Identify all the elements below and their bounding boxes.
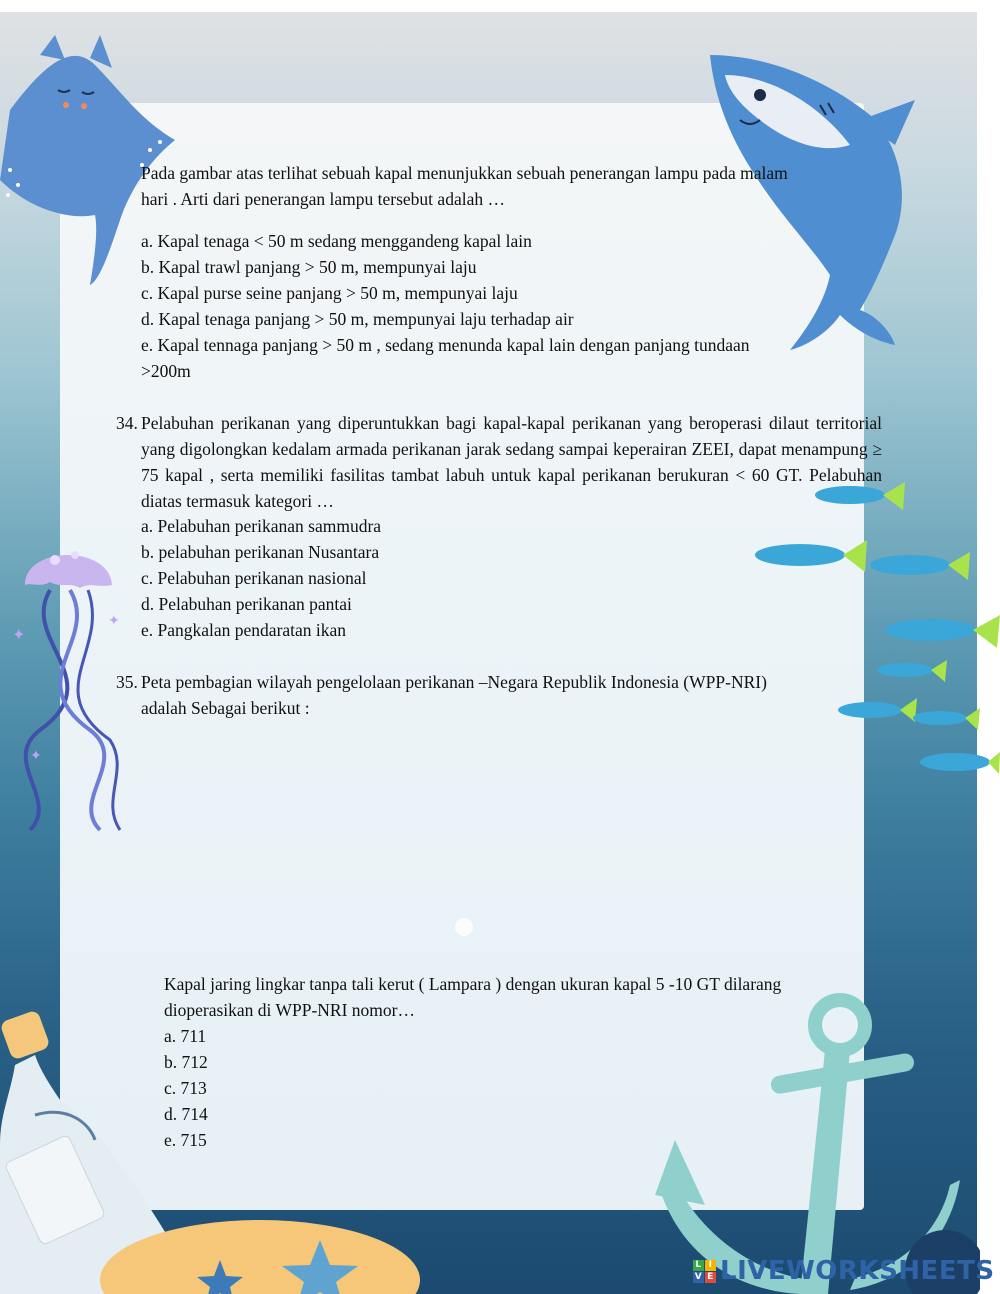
q35-number: 35.	[116, 672, 138, 692]
liveworksheets-logo[interactable]	[693, 1256, 995, 1286]
q34-number: 34.	[116, 413, 138, 433]
q33-option-e[interactable]: e. Kapal tennaga panjang > 50 m , sedang menunda kapal lain dengan panjang tundaan	[141, 335, 750, 355]
q34-option-d[interactable]: d. Pelabuhan perikanan pantai	[141, 594, 352, 614]
q34-option-b[interactable]: b. pelabuhan perikanan Nusantara	[141, 542, 380, 562]
svg-text:✦: ✦	[30, 749, 42, 764]
q33-stem-line-2: hari . Arti dari penerangan lampu tersebut adalah …	[141, 189, 505, 209]
logo-mark-icon: L I V E	[693, 1260, 716, 1283]
q35-stem-line-2: adalah Sebagai berikut :	[141, 698, 310, 718]
q35-option-c[interactable]: c. 713	[164, 1078, 207, 1098]
q33-option-c[interactable]: c. Kapal purse seine panjang > 50 m, mempunyai laju	[141, 283, 518, 303]
q35-sub-line-2: dioperasikan di WPP-NRI nomor…	[164, 1000, 415, 1020]
q34-option-a[interactable]: a. Pelabuhan perikanan sammudra	[141, 516, 382, 536]
q33-option-a[interactable]: a. Kapal tenaga < 50 m sedang menggandeng kapal lain	[141, 231, 532, 251]
q35-sub-line-1: Kapal jaring lingkar tanpa tali kerut ( Lampara ) dengan ukuran kapal 5 -10 GT dilarang	[164, 974, 782, 994]
svg-text:✦: ✦	[12, 627, 26, 644]
q33-stem-line-1: Pada gambar atas terlihat sebuah kapal menunjukkan sebuah penerangan lampu pada malam	[141, 163, 788, 183]
q35-stem-line-1: Peta pembagian wilayah pengelolaan perikanan –Negara Republik Indonesia (WPP-NRI)	[141, 672, 767, 692]
q34-stem: Pelabuhan perikanan yang diperuntukkan bagi kapal-kapal perikanan yang beroperasi dilaut territorial yang digolongkan kedalam armada perikanan jarak sedang sampai keperairan ZEEI, dapat menampung ≥ 75 kapal , serta memiliki fasilitas tambat labuh untuk kapal perikanan berukuran < 60 GT. Pelabuhan diatas termasuk kategori …	[141, 413, 882, 511]
q33-option-b[interactable]: b. Kapal trawl panjang > 50 m, mempunyai laju	[141, 257, 477, 277]
q33-option-e-cont: >200m	[141, 361, 191, 381]
q33-option-d[interactable]: d. Kapal tenaga panjang > 50 m, mempunyai laju terhadap air	[141, 309, 574, 329]
q35-option-e[interactable]: e. 715	[164, 1130, 207, 1150]
q35-option-d[interactable]: d. 714	[164, 1104, 208, 1124]
q35-option-a[interactable]: a. 711	[164, 1026, 207, 1046]
q34-option-e[interactable]: e. Pangkalan pendaratan ikan	[141, 620, 347, 640]
svg-text:✦: ✦	[108, 614, 120, 629]
q34-option-c[interactable]: c. Pelabuhan perikanan nasional	[141, 568, 367, 588]
q35-option-b[interactable]: b. 712	[164, 1052, 208, 1072]
logo-text: LIVEWORKSHEETS	[720, 1256, 995, 1286]
